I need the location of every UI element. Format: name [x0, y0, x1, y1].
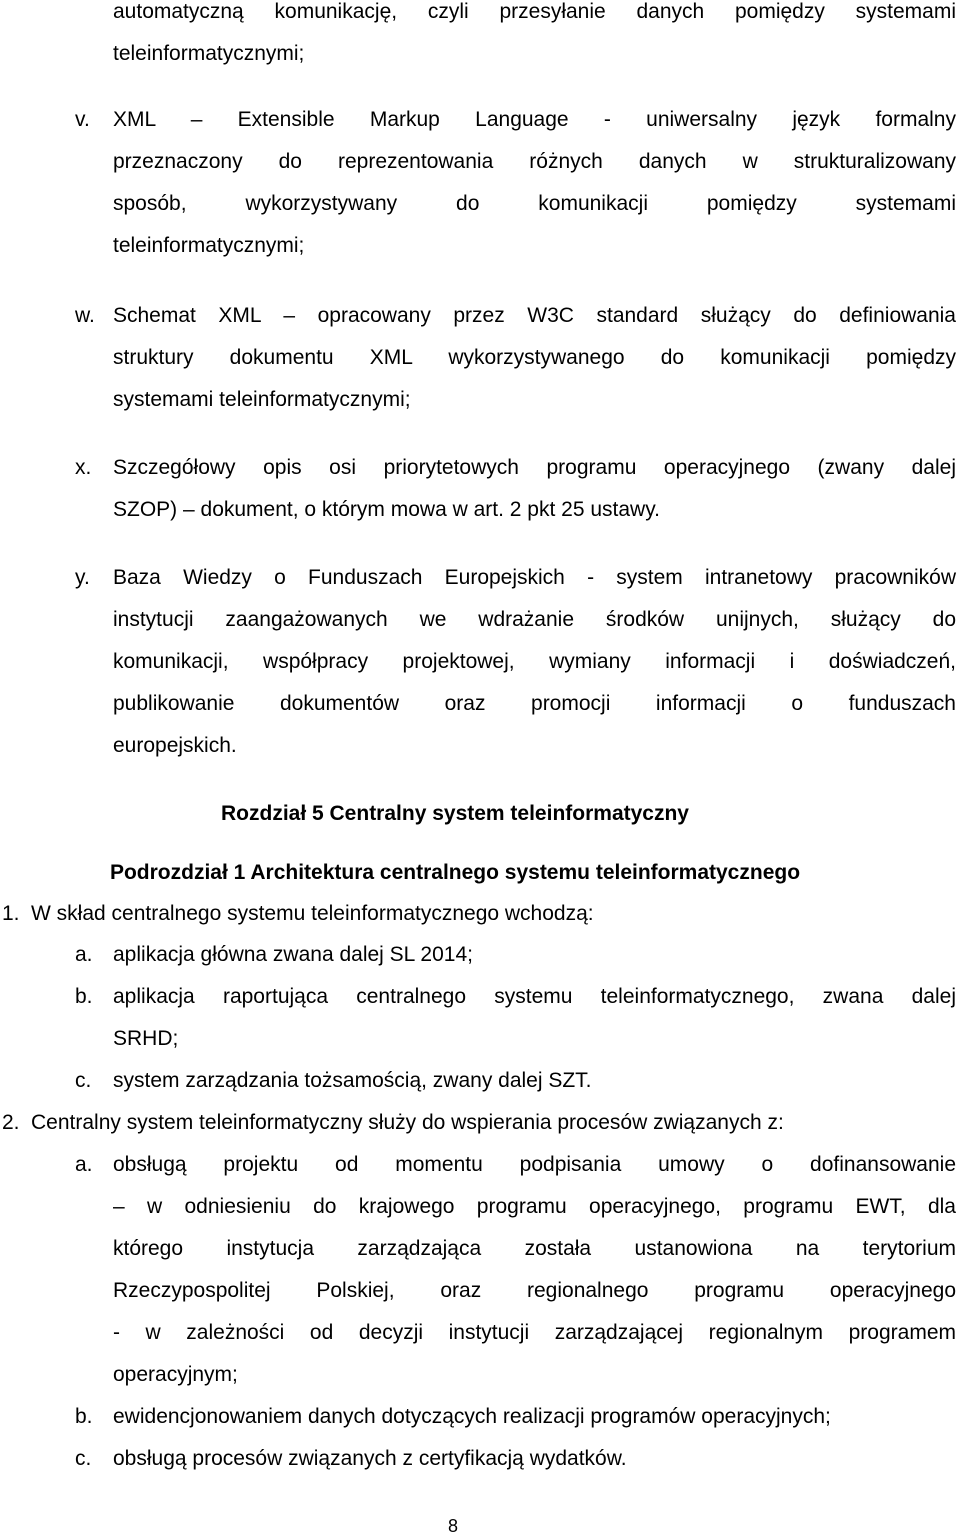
- list-item-line: teleinformatycznymi;: [113, 234, 305, 257]
- list-marker: a.: [75, 1153, 93, 1176]
- list-item-line: obsługą projektu od momentu podpisania umowy o dofinansowanie: [113, 1153, 956, 1176]
- list-item-line: struktury dokumentu XML wykorzystywanego do komunikacji pomiędzy: [113, 346, 956, 369]
- list-item-line: Baza Wiedzy o Funduszach Europejskich - system intranetowy pracowników: [113, 566, 956, 589]
- list-marker: w.: [75, 304, 95, 327]
- list-item-line: operacyjnym;: [113, 1363, 238, 1386]
- page-number: 8: [448, 1516, 459, 1536]
- list-item-line: publikowanie dokumentów oraz promocji informacji o funduszach: [113, 692, 956, 715]
- list-item-line: SZOP) – dokument, o którym mowa w art. 2 pkt 25 ustawy.: [113, 498, 660, 521]
- list-item-line: sposób, wykorzystywany do komunikacji pomiędzy systemami: [113, 192, 956, 215]
- subchapter-title: Podrozdział 1 Architektura centralnego systemu teleinformatycznego: [109, 861, 801, 884]
- list-item-line: komunikacji, współpracy projektowej, wymiany informacji i doświadczeń,: [113, 650, 956, 673]
- chapter-title: Rozdział 5 Centralny system teleinformatyczny: [221, 802, 689, 825]
- section-marker: 2.: [2, 1111, 20, 1134]
- list-item-line: aplikacja główna zwana dalej SL 2014;: [113, 943, 473, 966]
- list-marker: c.: [75, 1069, 92, 1092]
- list-marker: c.: [75, 1447, 92, 1470]
- list-item-line: system zarządzania tożsamością, zwany dalej SZT.: [113, 1069, 592, 1092]
- list-item-line: aplikacja raportująca centralnego systemu teleinformatycznego, zwana dalej: [113, 985, 956, 1008]
- list-item-line: - w zależności od decyzji instytucji zarządzającej regionalnym programem: [113, 1321, 956, 1344]
- list-item-line: ewidencjonowaniem danych dotyczących realizacji programów operacyjnych;: [113, 1405, 831, 1428]
- list-marker: x.: [75, 456, 92, 479]
- list-marker: y.: [75, 566, 90, 589]
- list-item-line: obsługą procesów związanych z certyfikacją wydatków.: [113, 1447, 627, 1470]
- list-marker: b.: [75, 985, 93, 1008]
- list-marker: v.: [75, 108, 90, 131]
- list-item-line: – w odniesieniu do krajowego programu operacyjnego, programu EWT, dla: [113, 1195, 956, 1218]
- list-marker: b.: [75, 1405, 93, 1428]
- list-item-line: instytucji zaangażowanych we wdrażanie środków unijnych, służący do: [113, 608, 956, 631]
- paragraph-line: teleinformatycznymi;: [113, 42, 305, 65]
- list-item-line: Schemat XML – opracowany przez W3C standard służący do definiowania: [113, 304, 956, 327]
- paragraph-line: automatyczną komunikację, czyli przesyłanie danych pomiędzy systemami: [113, 0, 956, 23]
- list-item-line: którego instytucja zarządzająca została ustanowiona na terytorium: [113, 1237, 956, 1260]
- list-item-line: SRHD;: [113, 1027, 179, 1050]
- list-item-line: europejskich.: [113, 734, 237, 757]
- list-item-line: Szczegółowy opis osi priorytetowych programu operacyjnego (zwany dalej: [113, 456, 956, 479]
- list-item-line: systemami teleinformatycznymi;: [113, 388, 411, 411]
- list-item-line: Rzeczypospolitej Polskiej, oraz regionalnego programu operacyjnego: [113, 1279, 956, 1302]
- section-text: W skład centralnego systemu teleinformatycznego wchodzą:: [31, 902, 594, 925]
- section-text: Centralny system teleinformatyczny służy do wspierania procesów związanych z:: [31, 1111, 784, 1134]
- list-item-line: XML – Extensible Markup Language - uniwersalny język formalny: [113, 108, 956, 131]
- list-item-line: przeznaczony do reprezentowania różnych danych w strukturalizowany: [113, 150, 956, 173]
- section-marker: 1.: [2, 902, 20, 925]
- list-marker: a.: [75, 943, 93, 966]
